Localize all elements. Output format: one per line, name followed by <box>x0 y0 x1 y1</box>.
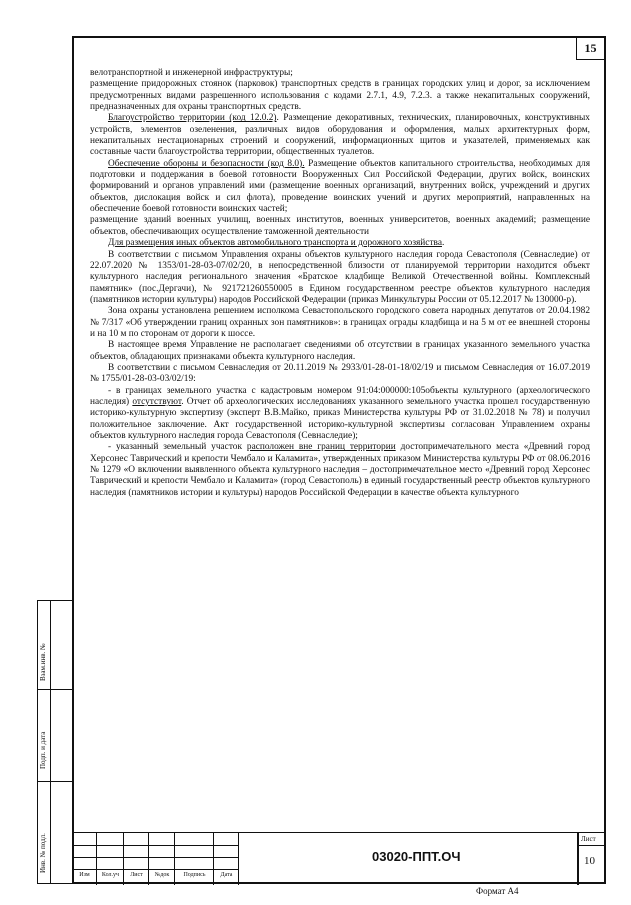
text-segment: велотранспортной и инженерной инфраструктуры; <box>90 68 293 78</box>
paragraph <box>90 159 590 216</box>
underlined-text: отсутствуют <box>132 396 182 407</box>
text-segment: Размещение объектов капитального строительства, необходимых для подготовки и поддержания в боевой готовности Вооруженных Сил Российской Федерации, других войск, воинских формирований и органов управлений ими (размещение военных организаций, внутренних войск, учреждений и других объектов, дислокация войск и сил флота), проведение воинских учений и других мероприятий, направленных на обеспечение боевой готовности воинских частей; <box>90 158 590 215</box>
underlined-text: Обеспечение обороны и безопасности (код 8.0). <box>108 158 305 169</box>
paragraph <box>90 386 590 443</box>
paragraph <box>90 215 590 238</box>
underlined-text: Благоустройство территории (код 12.0.2) <box>108 113 277 124</box>
margin-stamp <box>37 600 72 884</box>
paragraph <box>90 68 590 79</box>
sheet-label: Лист <box>581 835 596 843</box>
side-label-inventory: Инв. № подл. <box>39 833 47 873</box>
paragraph <box>90 238 590 249</box>
paragraph <box>90 340 590 363</box>
text-segment: размещение зданий военных училищ, военных институтов, военных университетов, военных академий; размещение объектов, обеспечивающих осуществление таможенной деятельности <box>90 215 590 237</box>
document-body <box>90 68 590 499</box>
col-podpis: Подпись <box>183 872 206 878</box>
paragraph <box>90 363 590 386</box>
side-label-replace: Взам.инв. № <box>39 643 47 681</box>
text-segment: . Отчет об археологических исследованиях указанного земельного участка прошел государственную историко-культурную экспертизу (эксперт В.В.Майко, приказ Министерства культуры РФ от 31.02.2018 № 78) и получил положительное заключение. Акт государственной историко-культурной экспертизы согласован Управлением охраны объектов культурного наследия города Севастополя (Севнаследие); <box>90 396 590 441</box>
text-segment: В соответствии с письмом Севнаследия от 20.11.2019 № 2933/01-28-01-18/02/19 и письмом Севнаследия от 16.07.2019 № 1755/01-28-03-03/02/19: <box>90 362 590 385</box>
paragraph <box>90 113 590 158</box>
text-segment: . Размещение декоративных, технических, планировочных, конструктивных устройств, элементов озеленения, различных видов оборудования и оформления, малых архитектурных форм, некапитальных нестационарных строений и сооружений, информационных щитов и указателей, применяемых как составные части благоустройства территории, общественных туалетов. <box>90 113 590 158</box>
sheet-number: 10 <box>584 855 595 867</box>
paragraph <box>90 79 590 113</box>
paragraph <box>90 250 590 307</box>
text-segment: размещение придорожных стоянок (парковок) транспортных средств в границах городских улиц и дорог, за исключением предусмотренных видами разрешенного использования с кодами 2.7.1, 4.9, 7.2.3. а также некапитальных сооружений, предназначенных для охраны транспортных средств. <box>90 79 590 113</box>
text-segment: - в границах земельного участка с кадастровым номером 91:04:000000:105объекты культурного (археологического наследия) <box>90 385 590 407</box>
col-list: Лист <box>130 872 143 878</box>
format-label: Формат А4 <box>476 886 519 896</box>
side-label-signature: Подп. и дата <box>39 731 47 769</box>
text-segment: В настоящее время Управление не располагает сведениями об отсутствии в границах указанного земельного участка объектов, обладающих признаками объекта культурного наследия. <box>90 340 590 362</box>
text-segment: Зона охраны установлена решением исполкома Севастопольского городского совета народных депутатов от 20.04.1982 № 7/317 «Об утверждении границ охранных зон памятников»: в границах ограды кладбища и на 5 м от ее внешней стороны и на 10 м по сторонам от дороги к шоссе. <box>90 306 590 339</box>
paragraph <box>90 306 590 340</box>
text-segment: - указанный земельный участок <box>108 442 247 453</box>
text-segment: достопримечательного места «Древний город Херсонес Таврический и крепости Чембало и Каламита», утвержденных приказом Министерства культуры РФ от 08.06.2016 № 1279 «О включении выявленного объекта культурного наследия – достопримечательное место «Древний город Херсонес Таврический и крепости Чембало и Каламита» (город Севастополь) в единый государственный реестр объектов культурного наследия (памятников истории и культуры) народов Российской Федерации в качестве объекта культурного <box>90 442 590 498</box>
underlined-text: Для размещения иных объектов автомобильного транспорта и дорожного хозяйства <box>108 238 442 249</box>
col-ndok: №док <box>154 872 170 878</box>
text-segment: . <box>441 238 445 249</box>
col-izm: Изм <box>79 872 90 878</box>
text-segment: В соответствии с письмом Управления охраны объектов культурного наследия города Севастополя (Севнаследие) от 22.07.2020 № 1353/01-28-03-07/02/20, в непосредственной близости от планируемой территории находится объект культурного наследия регионального значения «Братское кладбище Великой Отечественной войны. Комплексный памятник» (пос.Дергачи), № 921721260550005 в Едином государственном реестре объектов культурного наследия (памятников истории культуры) народов Российской Федерации (приказ Минкультуры России от 05.12.2017 № 130000-р). <box>90 249 590 305</box>
document-code: 03020-ППТ.ОЧ <box>372 849 461 864</box>
underlined-text: расположен вне границ территории <box>246 442 396 453</box>
col-data: Дата <box>220 872 233 878</box>
paragraph <box>90 442 590 499</box>
title-block <box>72 832 606 884</box>
page-number: 15 <box>576 38 604 60</box>
col-kol-uch: Кол.уч <box>101 872 120 878</box>
